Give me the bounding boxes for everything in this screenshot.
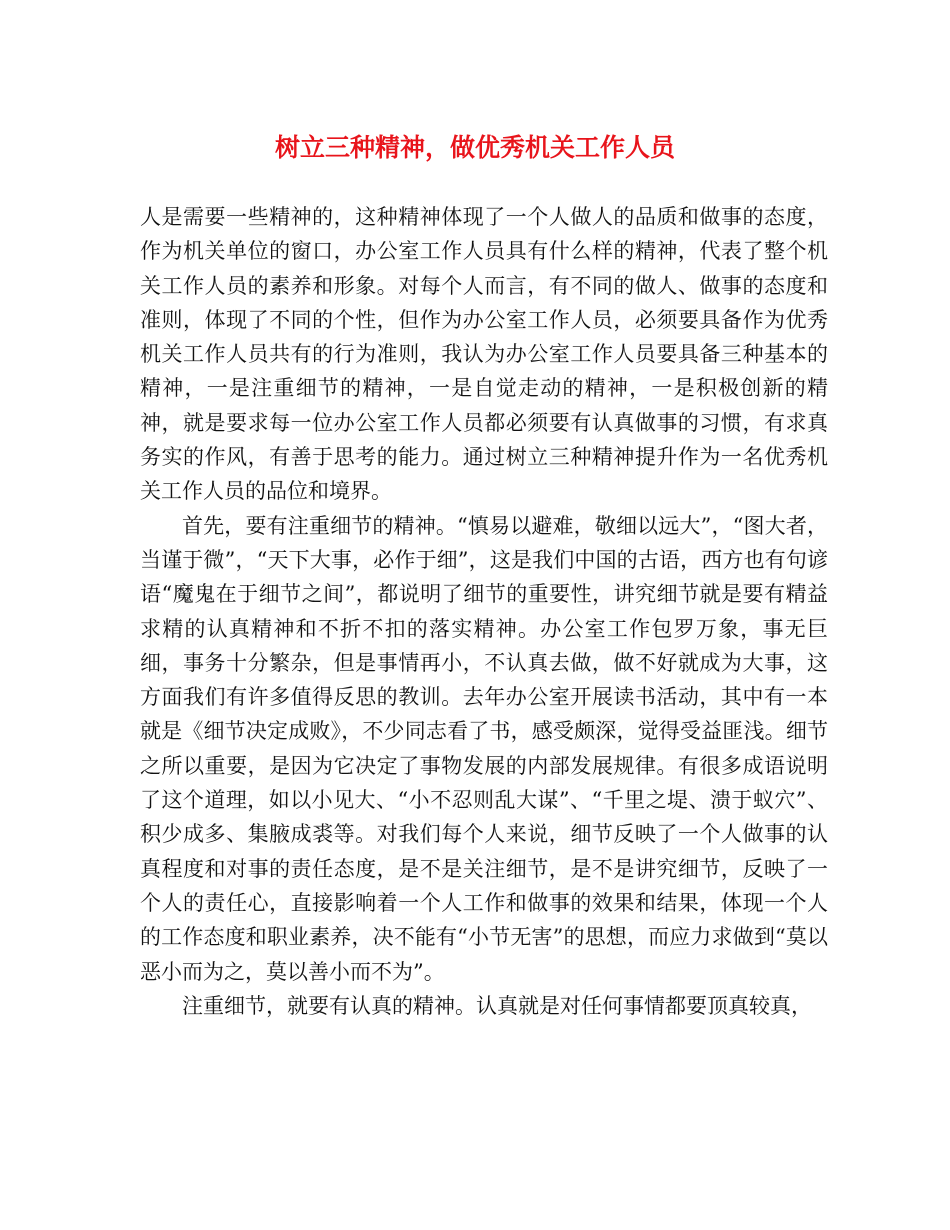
paragraph-attention-to-detail: 首先，要有注重细节的精神。“慎易以避难，敬细以远大”，“图大者，当谨于微”，“天下大事，必作于细”，这是我们中国的古语，西方也有句谚语“魔鬼在于细节之间”，都说明了细节的重要性，讲究细节就是要有精益求精的认真精神和不折不扣的落实精神。办公室工作包罗万象，事无巨细，事务十分繁杂，但是事情再小，不认真去做，做不好就成为大事，这方面我们有许多值得反思的教训。去年办公室开展读书活动，其中有一本就是《细节决定成败》，不少同志看了书，感受颇深，觉得受益匪浅。细节之所以重要，是因为它决定了事物发展的内部发展规律。有很多成语说明了这个道理，如以小见大、“小不忍则乱大谋”、“千里之堤、溃于蚁穴”、积少成多、集腋成裘等。对我们每个人来说，细节反映了一个人做事的认真程度和对事的责任态度，是不是关注细节，是不是讲究细节，反映了一个人的责任心，直接影响着一个人工作和做事的效果和结果，体现一个人的工作态度和职业素养，决不能有“小节无害”的思想，而应力求做到“莫以恶小而为之，莫以善小而不为”。 <box>140 513 828 984</box>
document-title: 树立三种精神，做优秀机关工作人员 <box>274 133 675 162</box>
paragraph-intro: 人是需要一些精神的，这种精神体现了一个人做人的品质和做事的态度，作为机关单位的窗口，办公室工作人员具有什么样的精神，代表了整个机关工作人员的素养和形象。对每个人而言，有不同的做人、做事的态度和准则，体现了不同的个性，但作为办公室工作人员，必须要具备作为优秀机关工作人员共有的行为准则，我认为办公室工作人员要具备三种基本的精神，一是注重细节的精神，一是自觉走动的精神，一是积极创新的精神，就是要求每一位办公室工作人员都必须要有认真做事的习惯，有求真务实的作风，有善于思考的能力。通过树立三种精神提升作为一名优秀机关工作人员的品位和境界。 <box>140 205 828 504</box>
paragraph-earnest-spirit: 注重细节，就要有认真的精神。认真就是对任何事情都要顶真较真， <box>182 993 812 1018</box>
document-body <box>140 200 828 1023</box>
